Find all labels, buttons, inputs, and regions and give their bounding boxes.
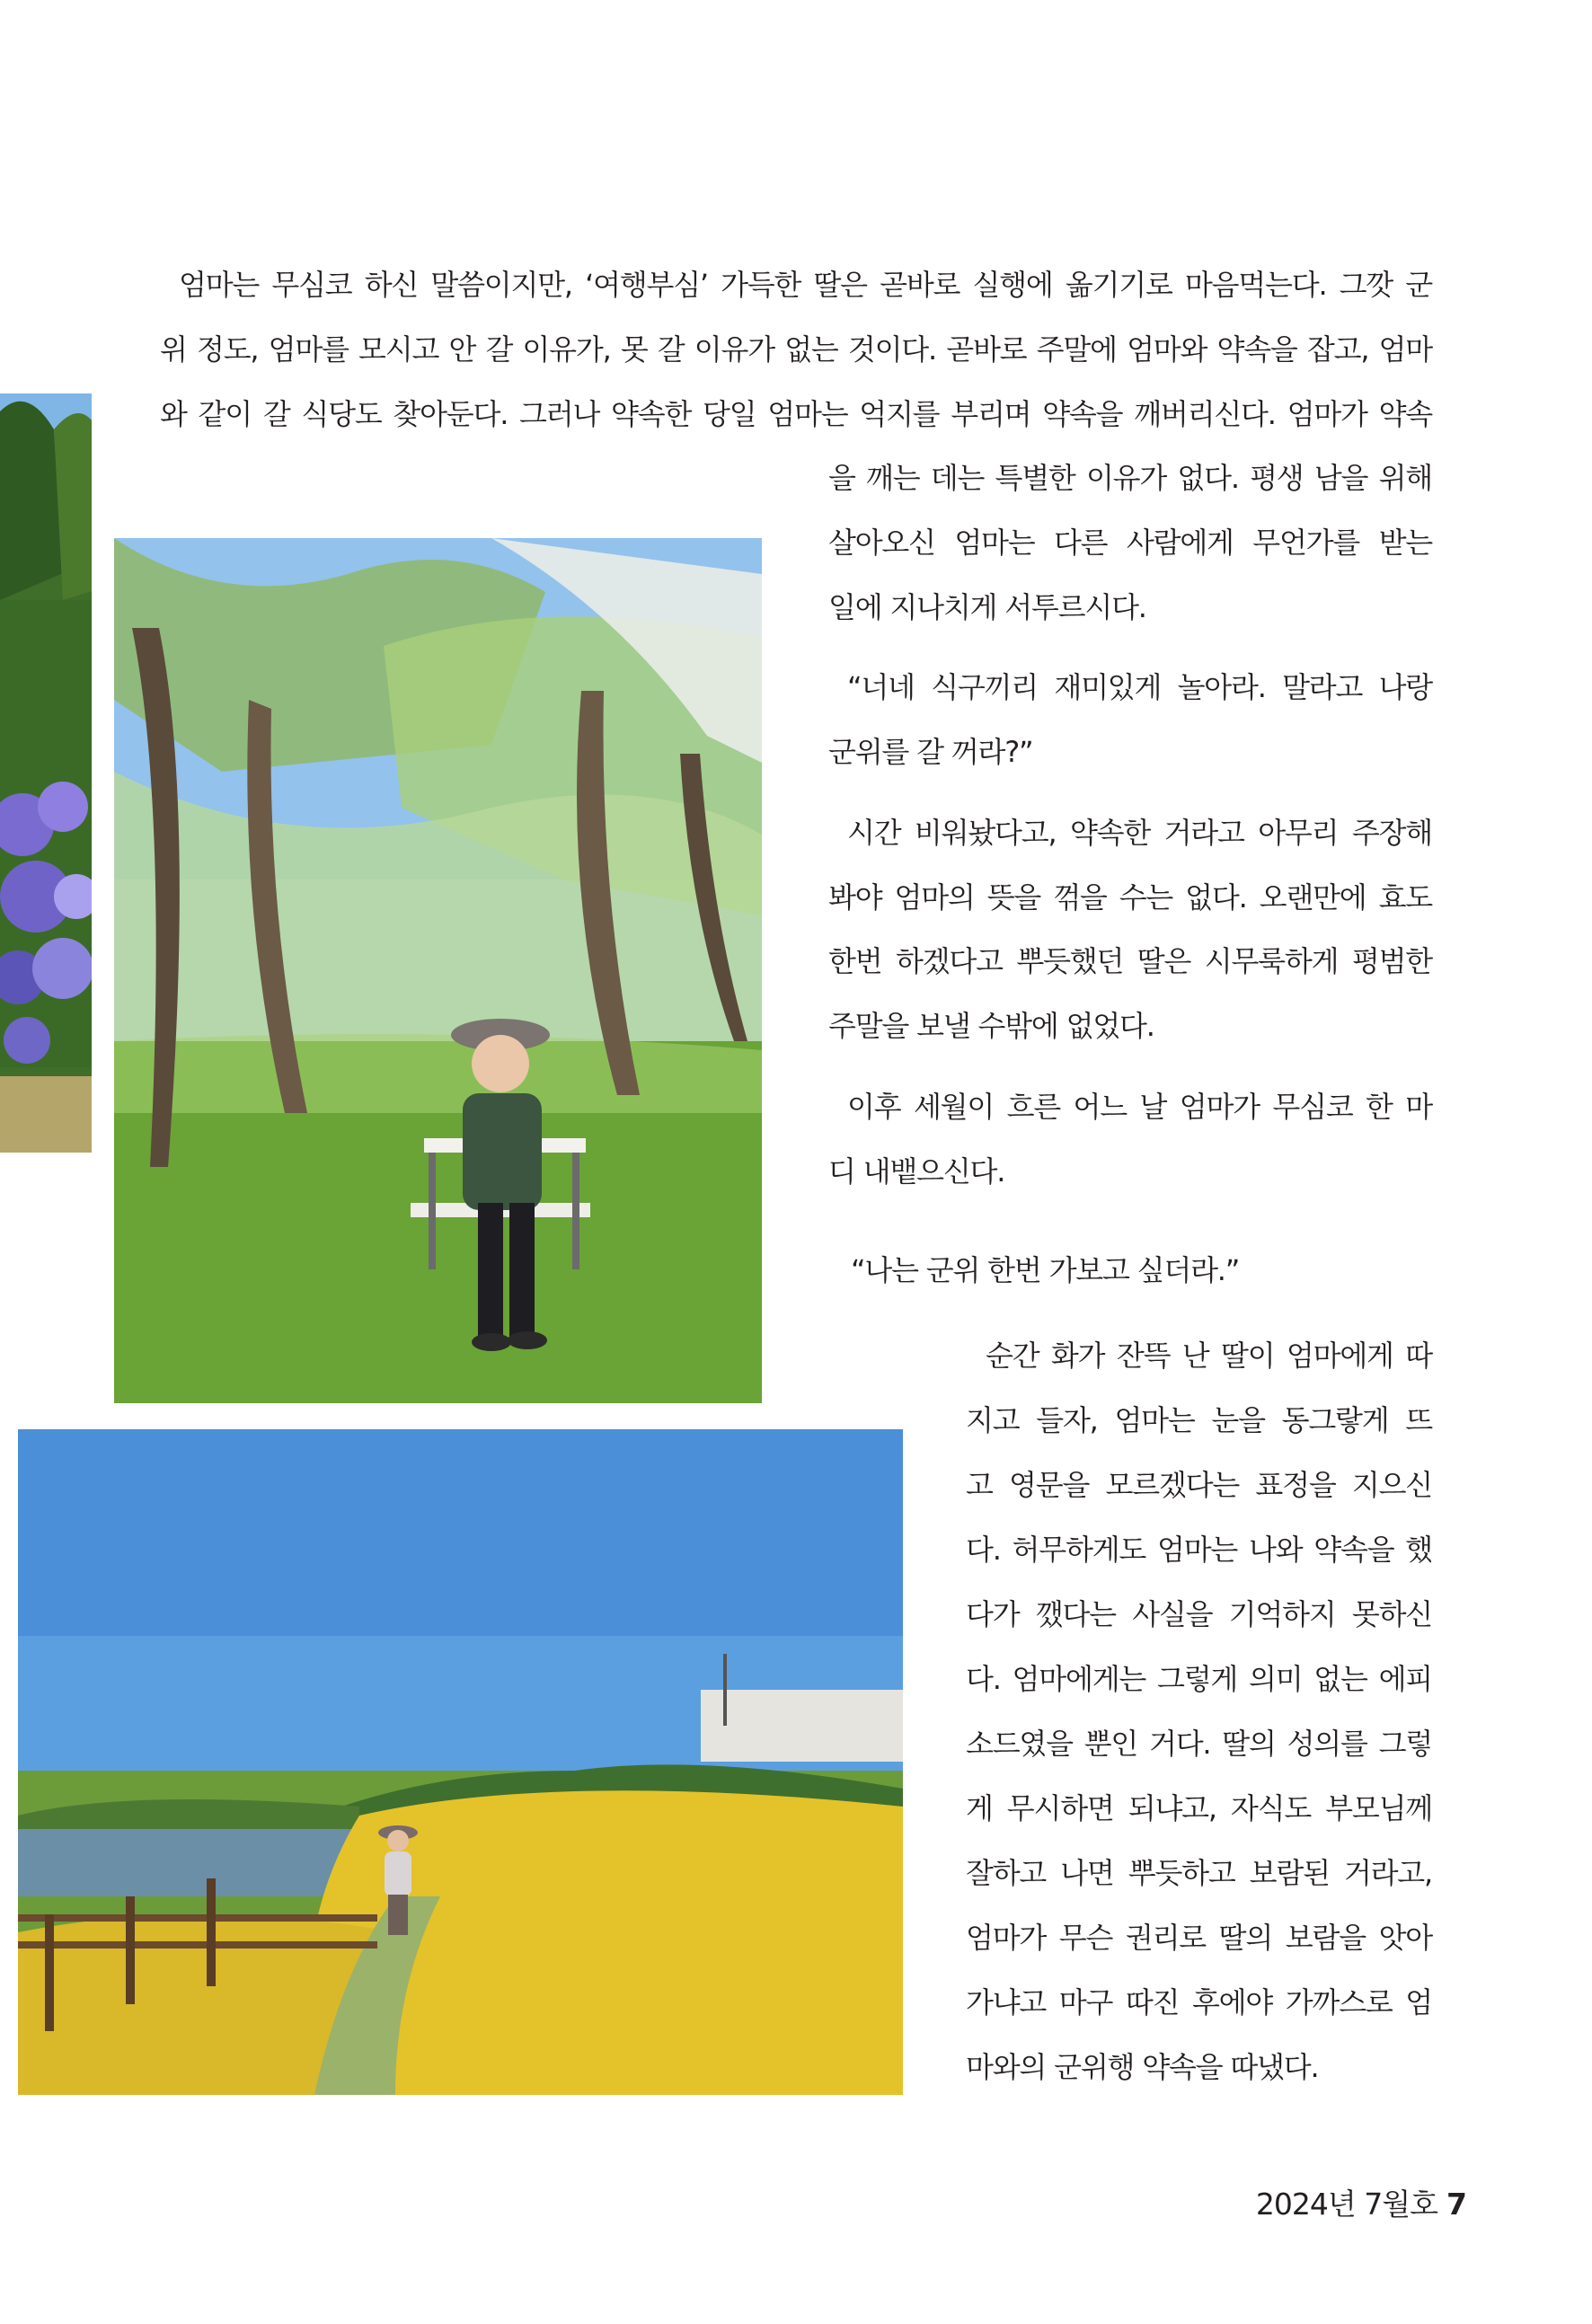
paragraph4-line5: 다가 깼다는 사실을 기억하지 못하신 [966,1597,1432,1631]
paragraph4-line1: 순간 화가 잔뜩 난 딸이 엄마에게 따 [986,1339,1432,1373]
quote1-line1: “너네 식구끼리 재미있게 놀아라. 말라고 나랑 [847,670,1432,704]
paragraph2-line3: 한번 하겠다고 뿌듯했던 딸은 시무룩하게 평범한 [828,944,1432,978]
paragraph2-line4: 주말을 보낼 수밖에 없었다. [828,1009,1154,1043]
paragraph1-line1: 엄마는 무심코 하신 말씀이지만, ‘여행부심’ 가득한 딸은 곧바로 실행에 옮기기로 마음먹는다. 그깟 군 [179,268,1432,302]
paragraph4-line12: 마와의 군위행 약속을 따냈다. [966,2050,1319,2084]
paragraph4-line3: 고 영문을 모르겠다는 표정을 지으신 [966,1468,1432,1502]
paragraph4-line7: 소드였을 뿐인 거다. 딸의 성의를 그렇 [966,1727,1432,1761]
hydrangea-photo [0,393,92,1153]
flower-field-photo [18,1429,903,2095]
paragraph4-line10: 엄마가 무슨 권리로 딸의 보람을 앗아 [966,1921,1432,1955]
paragraph4-line4: 다. 허무하게도 엄마는 나와 약속을 했 [966,1533,1432,1567]
quote2: “나는 군위 한번 가보고 싶더라.” [851,1253,1240,1287]
paragraph4-line2: 지고 들자, 엄마는 눈을 동그랗게 뜨 [966,1403,1432,1437]
quote1-line2: 군위를 갈 꺼라?” [828,735,1033,769]
paragraph1-line6: 일에 지나치게 서투르시다. [828,590,1146,624]
paragraph3-line1: 이후 세월이 흐른 어느 날 엄마가 무심코 한 마 [847,1090,1432,1124]
paragraph3-line2: 디 내뱉으신다. [828,1154,1005,1189]
paragraph4-line9: 잘하고 나면 뿌듯하고 보람된 거라고, [966,1856,1432,1890]
paragraph4-line6: 다. 엄마에게는 그렇게 의미 없는 에피 [966,1662,1432,1696]
paragraph4-line11: 가냐고 마구 따진 후에야 가까스로 엄 [966,1985,1432,2019]
paragraph1-line4: 을 깨는 데는 특별한 이유가 없다. 평생 남을 위해 [828,461,1432,495]
paragraph1-line3: 와 같이 갈 식당도 찾아둔다. 그러나 약속한 당일 엄마는 억지를 부리며 약속을 깨버리신다. 엄마가 약속 [160,397,1432,431]
paragraph1-line5: 살아오신 엄마는 다른 사람에게 무언가를 받는 [828,526,1432,560]
paragraph2-line2: 봐야 엄마의 뜻을 꺾을 수는 없다. 오랜만에 효도 [828,880,1432,915]
paragraph4-line8: 게 무시하면 되냐고, 자식도 부모님께 [966,1791,1432,1825]
paragraph1-line2: 위 정도, 엄마를 모시고 안 갈 이유가, 못 갈 이유가 없는 것이다. 곧바로 주말에 엄마와 약속을 잡고, 엄마 [160,332,1432,367]
page-number: 7 [1446,2187,1466,2222]
issue-label: 2024년 7월호 [1255,2187,1438,2222]
orchard-photo [114,538,762,1403]
paragraph2-line1: 시간 비워놨다고, 약속한 거라고 아무리 주장해 [847,816,1432,850]
page-folio [1256,2181,1466,2223]
